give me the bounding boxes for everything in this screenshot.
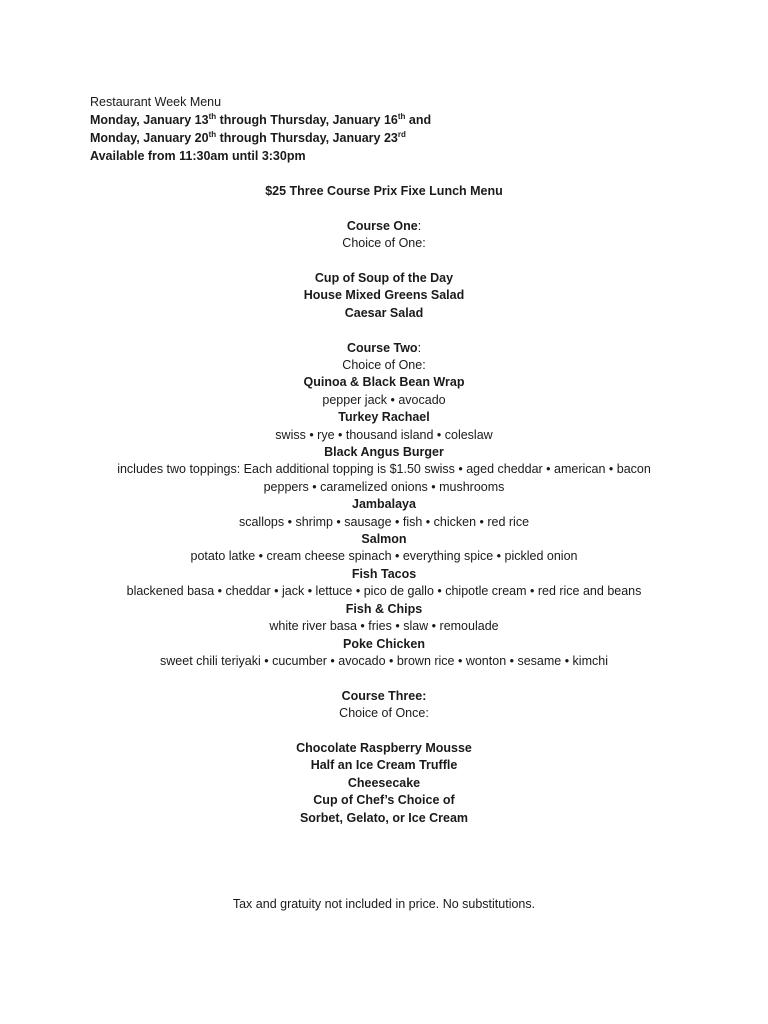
course-two-item-desc: potato latke • cream cheese spinach • everything spice • pickled onion — [190, 549, 578, 564]
course-one-item: Cup of Soup of the Day — [314, 271, 454, 285]
course-one-item: House Mixed Greens Salad — [303, 288, 465, 303]
course-two-item-desc: blackened basa • cheddar • jack • lettuce • pico de gallo • chipotle cream • red rice and beans — [126, 584, 642, 599]
course-one-heading: Course One: — [346, 218, 422, 233]
date-range-line-1: Monday, January 13th through Thursday, January 16th and — [90, 111, 432, 127]
menu-document-title: Restaurant Week Menu — [90, 95, 222, 109]
course-two-choice: Choice of One: — [342, 358, 426, 373]
course-three-item: Half an Ice Cream Truffle — [310, 758, 458, 773]
menu-header — [90, 93, 431, 165]
course-two-item-name: Fish Tacos — [351, 566, 417, 581]
course-two-item-desc: sweet chili teriyaki • cucumber • avocado • brown rice • wonton • sesame • kimchi — [160, 653, 608, 668]
menu-body — [0, 183, 768, 827]
course-three-heading: Course Three: — [341, 688, 427, 703]
course-one-choice: Choice of One: — [342, 236, 426, 251]
course-two-item-desc: includes two toppings: Each additional topping is $1.50 swiss • aged cheddar • american • bacon — [117, 462, 651, 477]
course-two-heading: Course Two: — [346, 340, 422, 355]
course-three-item: Chocolate Raspberry Mousse — [296, 740, 472, 755]
course-one-item: Caesar Salad — [344, 305, 424, 320]
course-two-item-name: Salmon — [361, 532, 407, 547]
course-two-item-desc: scallops • shrimp • sausage • fish • chicken • red rice — [238, 514, 530, 529]
course-two-item-name: Fish & Chips — [345, 601, 423, 616]
course-two-item-name: Turkey Rachael — [338, 410, 430, 425]
course-two-item-name: Poke Chicken — [343, 636, 425, 651]
date-range-line-2: Monday, January 20th through Thursday, January 23rd — [90, 129, 406, 145]
course-two-item-desc: swiss • rye • thousand island • coleslaw — [275, 427, 493, 442]
footer-note: Tax and gratuity not included in price. No substitutions. — [232, 897, 536, 911]
course-two-item-desc: peppers • caramelized onions • mushrooms — [263, 479, 505, 494]
course-three-item: Cup of Chef’s Choice of — [313, 793, 455, 808]
course-two-item-desc: pepper jack • avocado — [322, 392, 446, 407]
course-three-item: Sorbet, Gelato, or Ice Cream — [299, 810, 469, 825]
course-two-item-name: Quinoa & Black Bean Wrap — [303, 375, 465, 390]
course-two-item-desc: white river basa • fries • slaw • remoulade — [269, 619, 499, 634]
course-three-item: Cheesecake — [347, 775, 421, 790]
course-two-item-name: Black Angus Burger — [324, 445, 444, 460]
menu-title: $25 Three Course Prix Fixe Lunch Menu — [265, 184, 503, 198]
course-two-item-name: Jambalaya — [352, 497, 416, 512]
availability-hours: Available from 11:30am until 3:30pm — [90, 149, 306, 163]
course-three-choice: Choice of Once: — [339, 706, 429, 721]
